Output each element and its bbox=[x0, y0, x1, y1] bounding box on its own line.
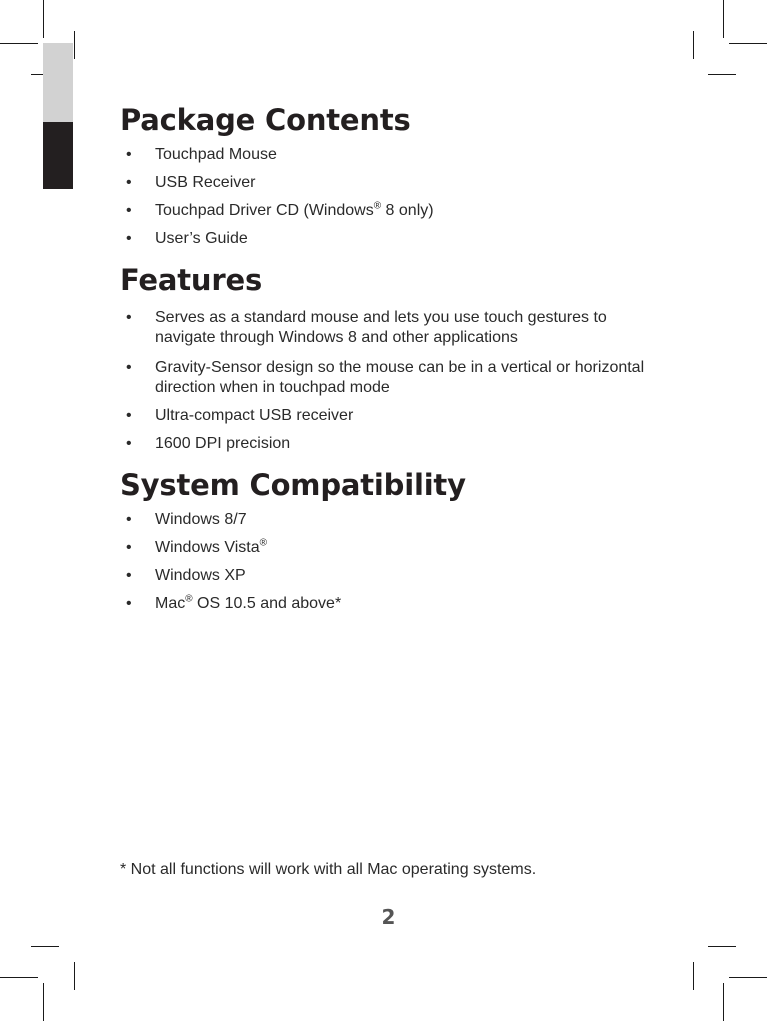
bullet-icon: • bbox=[126, 174, 132, 191]
list-item: • Mac® OS 10.5 and above* bbox=[126, 593, 342, 612]
bullet-icon: • bbox=[126, 567, 132, 584]
list-item: • 1600 DPI precision bbox=[126, 435, 291, 452]
bullet-icon: • bbox=[126, 359, 132, 376]
list-item: • Windows XP bbox=[126, 567, 246, 584]
crop-mark bbox=[708, 946, 736, 947]
list-item: • Windows Vista® bbox=[126, 537, 268, 556]
crop-mark bbox=[0, 977, 38, 978]
crop-mark bbox=[729, 43, 767, 44]
bullet-icon: • bbox=[126, 309, 132, 326]
crop-mark bbox=[43, 983, 44, 1021]
system-compatibility-heading: System Compatibility bbox=[120, 468, 466, 502]
package-contents-heading: Package Contents bbox=[120, 103, 411, 137]
bullet-icon: • bbox=[126, 539, 132, 556]
bullet-icon: • bbox=[126, 230, 132, 247]
bullet-icon: • bbox=[126, 435, 132, 452]
bullet-icon: • bbox=[126, 146, 132, 163]
list-item: • Windows 8/7 bbox=[126, 511, 247, 528]
crop-mark bbox=[74, 31, 75, 59]
side-tab-light bbox=[43, 43, 73, 122]
system-compatibility-list bbox=[120, 510, 660, 614]
list-item: • USB Receiver bbox=[126, 174, 256, 191]
crop-mark bbox=[31, 946, 59, 947]
crop-mark bbox=[43, 0, 44, 38]
bullet-icon: • bbox=[126, 595, 132, 612]
crop-mark bbox=[0, 43, 38, 44]
list-item: • Touchpad Mouse bbox=[126, 146, 277, 163]
crop-mark bbox=[74, 962, 75, 990]
bullet-icon: • bbox=[126, 202, 132, 219]
crop-mark bbox=[729, 977, 767, 978]
registered-mark: ® bbox=[185, 593, 193, 605]
package-contents-list bbox=[120, 145, 660, 249]
list-item: • Serves as a standard mouse and lets you use touch gestures to navigate through Windows 8 and other applications bbox=[126, 309, 607, 346]
footnote: * Not all functions will work with all Mac operating systems. bbox=[120, 861, 537, 878]
registered-mark: ® bbox=[259, 537, 268, 549]
list-item: • Touchpad Driver CD (Windows® 8 only) bbox=[126, 200, 434, 219]
features-heading: Features bbox=[120, 263, 263, 297]
features-list bbox=[120, 308, 660, 454]
list-item: • Gravity-Sensor design so the mouse can be in a vertical or horizontal direction when in touchpad mode bbox=[126, 359, 645, 396]
bullet-icon: • bbox=[126, 407, 132, 424]
crop-mark bbox=[693, 31, 694, 59]
list-item: • User’s Guide bbox=[126, 230, 248, 247]
page-number: 2 bbox=[381, 905, 396, 929]
crop-mark bbox=[693, 962, 694, 990]
side-tab-dark bbox=[43, 122, 73, 189]
registered-mark: ® bbox=[373, 200, 382, 212]
list-item: • Ultra-compact USB receiver bbox=[126, 407, 354, 424]
crop-mark bbox=[723, 0, 724, 38]
bullet-icon: • bbox=[126, 511, 132, 528]
crop-mark bbox=[708, 74, 736, 75]
crop-mark bbox=[723, 983, 724, 1021]
